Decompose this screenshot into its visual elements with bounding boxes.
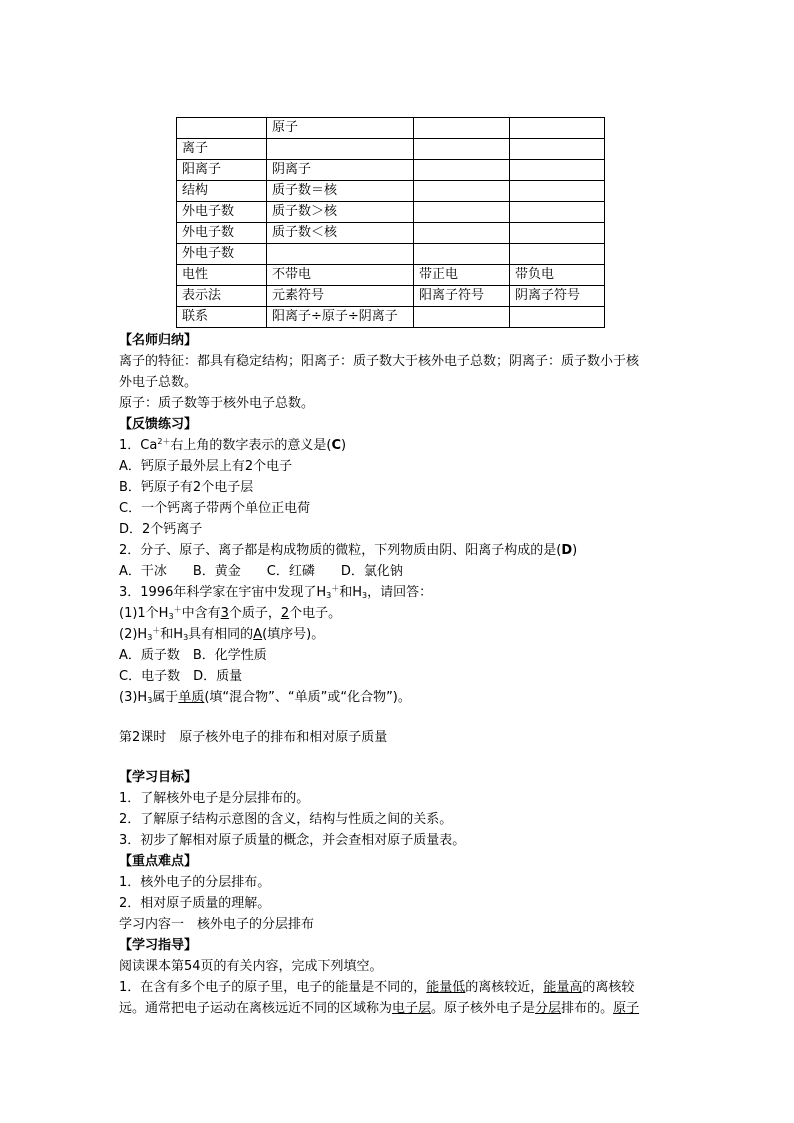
table-cell: 带负电 [510, 265, 605, 286]
table-cell: 联系 [177, 307, 267, 328]
table-cell [510, 223, 605, 244]
table-cell [414, 244, 510, 265]
key-point-item: 2．相对原子质量的理解。 [119, 896, 271, 911]
para-text: 的离核较 [582, 980, 635, 995]
table-cell [510, 118, 605, 139]
question-1 [119, 435, 679, 456]
table-cell: 元素符号 [267, 286, 414, 307]
option-line: B．钙原子有2个电子层 [119, 480, 254, 495]
para-answer: 原子 [613, 1001, 640, 1016]
lesson-title: 第2课时 原子核外电子的排布和相对原子质量 [119, 730, 388, 745]
table-cell [510, 307, 605, 328]
spacer [119, 748, 679, 767]
q3-2-prefix: (2)H [119, 627, 148, 642]
table-cell [510, 244, 605, 265]
para-answer: 分层 [535, 1001, 562, 1016]
option-line: A．干冰 B．黄金 C．红磷 D．氯化钠 [119, 564, 403, 579]
summary-line: 原子：质子数等于核外电子总数。 [119, 396, 315, 411]
q2-answer: D [561, 543, 573, 558]
question-3-3 [119, 687, 679, 708]
q3-1-mid: 个质子， [228, 606, 281, 621]
para-answer: 能量高 [543, 980, 583, 995]
table-cell: 外电子数 [177, 202, 267, 223]
option-line: A．钙原子最外层上有2个电子 [119, 459, 293, 474]
fill-paragraph-line [119, 998, 679, 1019]
q3-2-mid: 和H [160, 627, 184, 642]
goals-heading: 【学习目标】 [119, 770, 198, 785]
q1-close: ) [341, 438, 347, 453]
q3-3-prefix: (3)H [119, 690, 148, 705]
table-cell: 阳离子÷原子÷阴离子 [267, 307, 414, 328]
para-answer: 能量低 [426, 980, 466, 995]
q3-1-answer-protons: 3 [220, 606, 229, 621]
table-row [177, 223, 605, 244]
table-cell: 离子 [177, 139, 267, 160]
question-3 [119, 582, 679, 603]
table-row [177, 265, 605, 286]
option-line: C．电子数 D．质量 [119, 669, 243, 684]
table-cell [414, 307, 510, 328]
subscript: 3 [147, 696, 153, 705]
q3-3-post: (填“混合物”、“单质”或“化合物”)。 [204, 690, 411, 705]
table-cell: 质子数＝核 [267, 181, 414, 202]
table-cell: 不带电 [267, 265, 414, 286]
question-3-1 [119, 603, 679, 624]
option-line: A．质子数 B．化学性质 [119, 648, 267, 663]
table-row [177, 181, 605, 202]
table-cell [510, 202, 605, 223]
para-answer: 电子层 [392, 1001, 432, 1016]
table-cell: 质子数＞核 [267, 202, 414, 223]
subscript: 3 [168, 612, 174, 621]
table-cell: 阳离子 [177, 160, 267, 181]
table-cell [510, 139, 605, 160]
goal-item: 2．了解原子结构示意图的含义，结构与性质之间的关系。 [119, 812, 453, 827]
fill-paragraph-line [119, 977, 679, 998]
table-row [177, 118, 605, 139]
para-text: 的离核较近， [465, 980, 544, 995]
q1-charge: 2＋ [157, 437, 171, 446]
q3-2-answer: A [253, 627, 263, 642]
summary-line: 外电子总数。 [119, 375, 198, 390]
superscript: ＋ [331, 584, 340, 593]
q3-3-mid: 属于 [152, 690, 179, 705]
table-body [177, 118, 605, 328]
table-cell: 外电子数 [177, 244, 267, 265]
q3-2-post: (填序号)。 [262, 627, 325, 642]
q2-text: 2．分子、原子、离子都是构成物质的微粒，下列物质由阴、阳离子构成的是( [119, 543, 562, 558]
para-text: 排布的。 [561, 1001, 614, 1016]
guide-line: 阅读课本第54页的有关内容，完成下列填空。 [119, 959, 383, 974]
option-line: D．2个钙离子 [119, 522, 203, 537]
question-3-2 [119, 624, 679, 645]
table-cell: 带正电 [414, 265, 510, 286]
table-row [177, 286, 605, 307]
table-cell: 阴离子 [267, 160, 414, 181]
q3-1-post: 个电子。 [289, 606, 342, 621]
goal-item: 1．了解核外电子是分层排布的。 [119, 791, 310, 806]
table-cell: 表示法 [177, 286, 267, 307]
table-cell [414, 223, 510, 244]
option-line: C．一个钙离子带两个单位正电荷 [119, 501, 311, 516]
key-point-item: 1．核外电子的分层排布。 [119, 875, 271, 890]
q3-1-answer-electrons: 2 [280, 606, 290, 621]
table-cell: 阳离子符号 [414, 286, 510, 307]
table-cell [414, 160, 510, 181]
table-row [177, 202, 605, 223]
table-row [177, 307, 605, 328]
superscript: ＋ [152, 626, 161, 635]
table-cell [510, 160, 605, 181]
para-text: 1．在含有多个电子的原子里，电子的能量是不同的， [119, 980, 427, 995]
q1-prefix: 1．Ca [119, 438, 158, 453]
summary-heading: 【名师归纳】 [119, 333, 198, 348]
table-cell [510, 181, 605, 202]
summary-line: 离子的特征：都具有稳定结构；阳离子：质子数大于核外电子总数；阴离子：质子数小于核 [119, 354, 640, 369]
ion-atom-comparison-table [176, 117, 605, 328]
table-cell: 原子 [267, 118, 414, 139]
spacer [119, 708, 679, 727]
subscript: 3 [326, 591, 332, 600]
q1-text: 右上角的数字表示的意义是( [170, 438, 332, 453]
q3-1-prefix: (1)1个H [119, 606, 169, 621]
table-cell [267, 244, 414, 265]
q3-post: ，请回答： [367, 585, 433, 600]
table-cell [414, 181, 510, 202]
table-cell: 结构 [177, 181, 267, 202]
q3-1-mid: 中含有 [181, 606, 221, 621]
body-text [119, 330, 679, 1019]
q2-close: ) [572, 543, 578, 558]
table-row [177, 244, 605, 265]
para-text: 。原子核外电子是 [431, 1001, 536, 1016]
table-cell [414, 118, 510, 139]
q3-3-answer: 单质 [178, 690, 205, 705]
table-row [177, 139, 605, 160]
subscript: 3 [183, 633, 189, 642]
key-points-heading: 【重点难点】 [119, 854, 198, 869]
para-text: 远。通常把电子运动在离核远近不同的区域称为 [119, 1001, 393, 1016]
table-cell: 质子数＜核 [267, 223, 414, 244]
q3-prefix: 3．1996年科学家在宇宙中发现了H [119, 585, 327, 600]
table-cell [414, 202, 510, 223]
table-row [177, 160, 605, 181]
subscript: 3 [147, 633, 153, 642]
table-cell [414, 139, 510, 160]
table-cell [267, 139, 414, 160]
goal-item: 3．初步了解相对原子质量的概念，并会查相对原子质量表。 [119, 833, 466, 848]
subscript: 3 [362, 591, 368, 600]
q1-answer: C [331, 438, 342, 453]
practice-heading: 【反馈练习】 [119, 417, 198, 432]
table-cell: 外电子数 [177, 223, 267, 244]
table-cell: 电性 [177, 265, 267, 286]
content-title: 学习内容一 核外电子的分层排布 [119, 917, 315, 932]
table-cell: 阴离子符号 [510, 286, 605, 307]
question-2 [119, 540, 679, 561]
table-cell [177, 118, 267, 139]
superscript: ＋ [173, 605, 182, 614]
q3-2-mid: 具有相同的 [188, 627, 254, 642]
q3-mid: 和H [339, 585, 363, 600]
guide-heading: 【学习指导】 [119, 938, 198, 953]
